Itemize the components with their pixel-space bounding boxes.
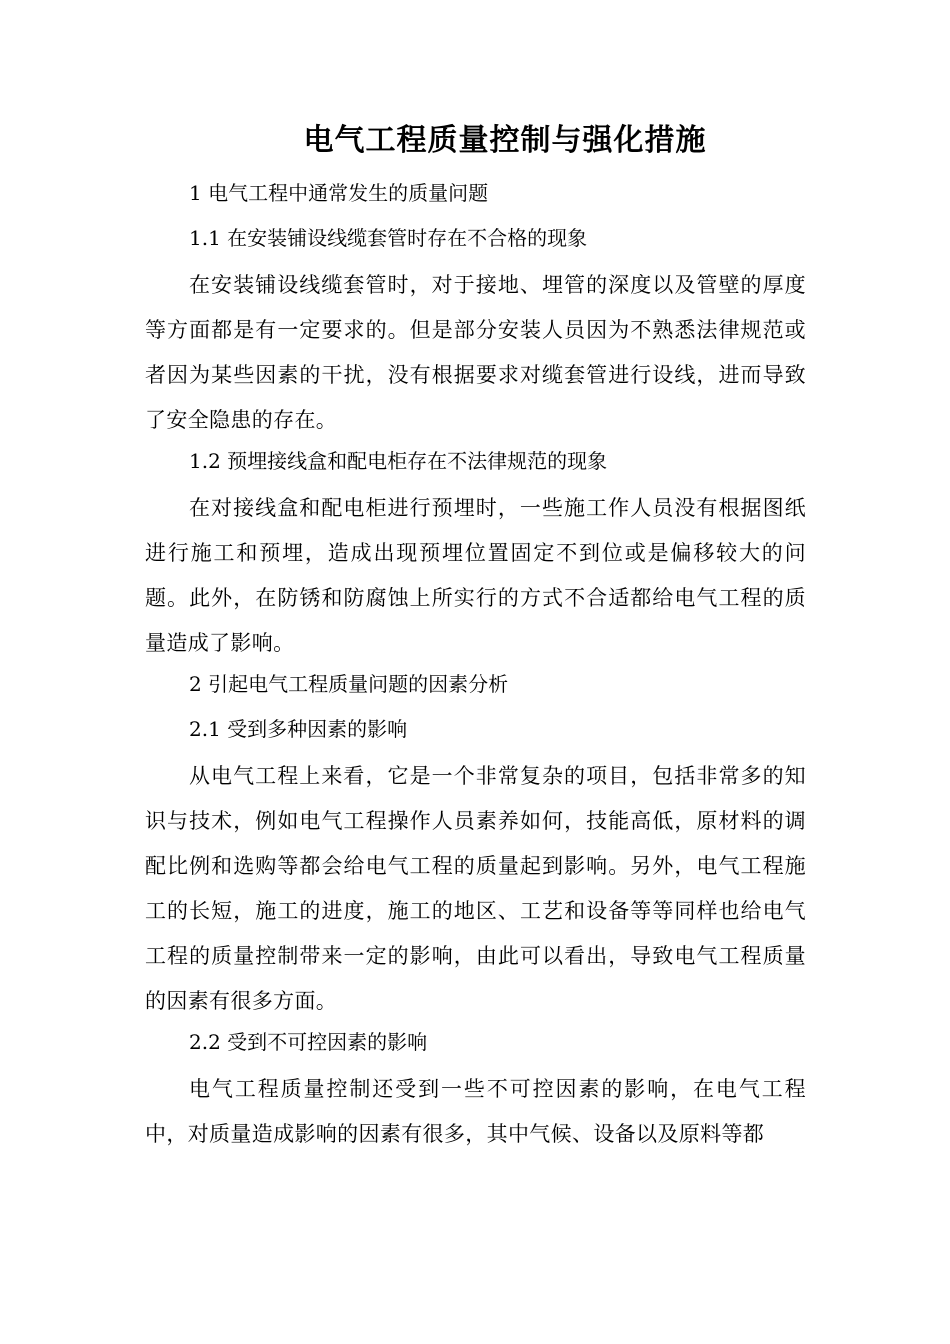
paragraph-1-1: 在安装铺设线缆套管时，对于接地、埋管的深度以及管壁的厚度等方面都是有一定要求的。但是部分安装人员因为不熟悉法律规范或者因为某些因素的干扰，没有根据要求对缆套管进行设线，进而导致了安全隐患的存在。 (145, 273, 806, 432)
section-heading-2-1: 2.1 受到多种因素的影响 (189, 717, 408, 741)
paragraph-1-2: 在对接线盒和配电柜进行预埋时，一些施工作人员没有根据图纸进行施工和预埋，造成出现预埋位置固定不到位或是偏移较大的问题。此外，在防锈和防腐蚀上所实行的方式不合适都给电气工程的质量造成了影响。 (145, 496, 806, 655)
document-body (145, 177, 806, 1159)
section-heading-2-2: 2.2 受到不可控因素的影响 (189, 1030, 428, 1054)
paragraph-2-1: 从电气工程上来看，它是一个非常复杂的项目，包括非常多的知识与技术，例如电气工程操作人员素养如何，技能高低，原材料的调配比例和选购等都会给电气工程的质量起到影响。另外，电气工程施工的长短，施工的进度，施工的地区、工艺和设备等等同样也给电气工程的质量控制带来一定的影响，由此可以看出，导致电气工程质量的因素有很多方面。 (145, 764, 806, 1013)
section-heading-1-1: 1.1 在安装铺设线缆套管时存在不合格的现象 (189, 226, 588, 250)
document-title: 电气工程质量控制与强化措施 (303, 123, 707, 158)
section-heading-2: 2 引起电气工程质量问题的因素分析 (189, 672, 509, 696)
paragraph-2-2: 电气工程质量控制还受到一些不可控因素的影响，在电气工程中，对质量造成影响的因素有很多，其中气候、设备以及原料等都 (145, 1077, 806, 1146)
section-heading-1-2: 1.2 预埋接线盒和配电柜存在不法律规范的现象 (189, 449, 608, 473)
section-heading-1: 1 电气工程中通常发生的质量问题 (189, 181, 489, 205)
